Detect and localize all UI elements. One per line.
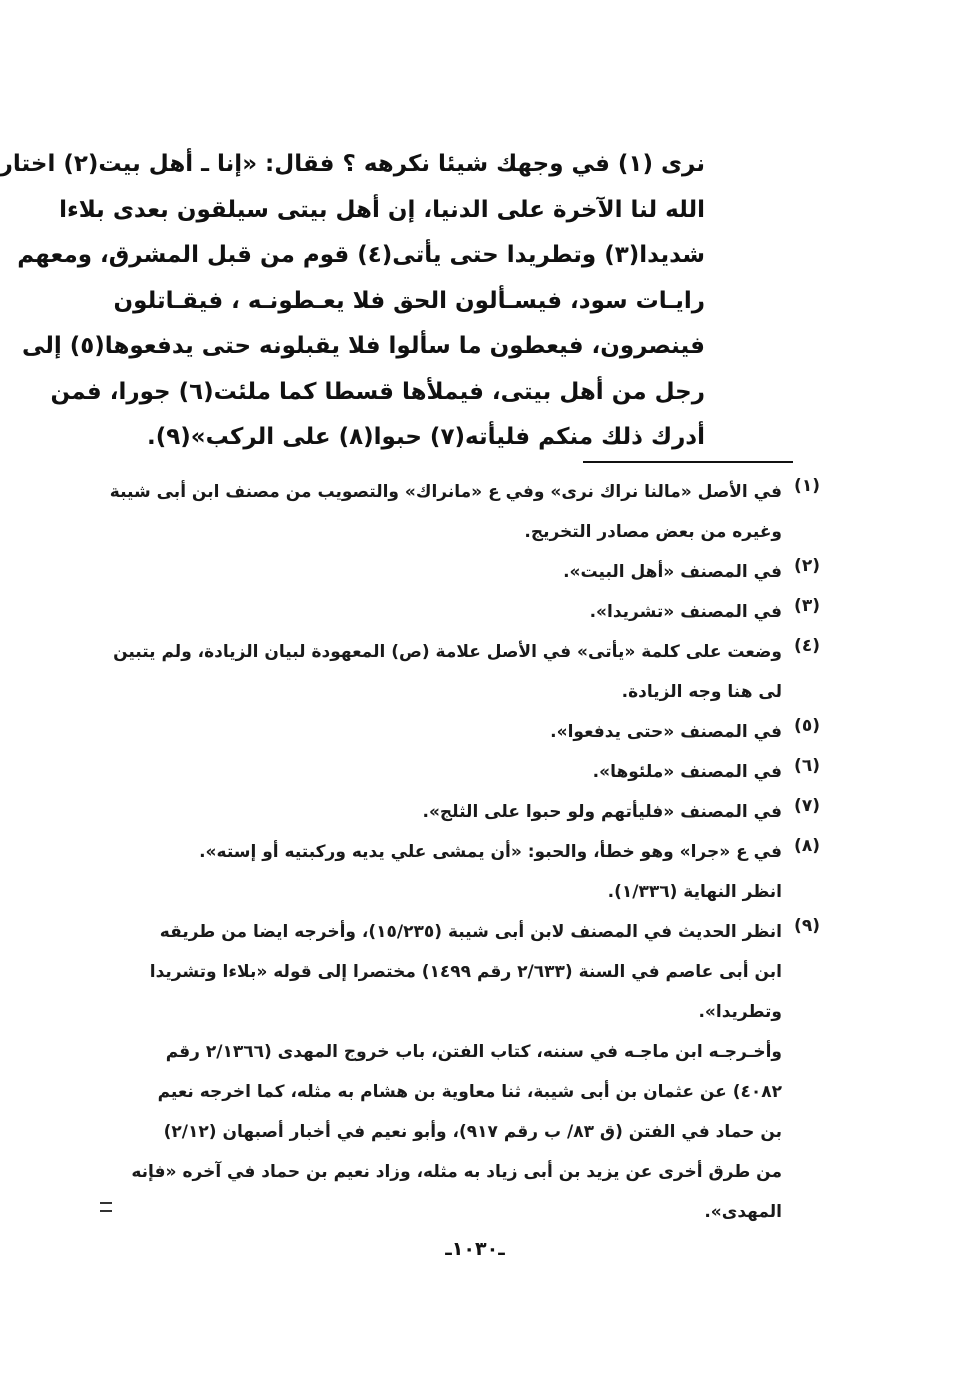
footnote-number: (١) — [794, 476, 820, 496]
footnote-separator — [583, 461, 793, 463]
footnote-2 — [100, 556, 820, 596]
main-text-line: رايـات سود، فيسـألون الحق فلا يعـطونـه ، فيقـاتلون — [113, 287, 705, 314]
footnote-number: (٩) — [794, 916, 820, 936]
footnote-line: المهدى». — [704, 1202, 782, 1222]
footnote-line: وضعت على كلمة «يأتى» في الأصل علامة (ص) المعهودة لبيان الزيادة، ولم يتبين — [113, 642, 782, 662]
footnote-line: في المصنف «تشريدا». — [589, 602, 782, 622]
footnote-8 — [100, 836, 820, 876]
footnote-line: انظر النهاية (١/٣٣٦). — [607, 882, 782, 902]
main-text-line: شديدا(٣) وتطريدا حتى يأتى(٤) قوم من قبل المشرق، ومعهم — [17, 242, 705, 268]
footnote-1 — [100, 476, 820, 556]
footnote-line: وتطريدا». — [698, 1002, 782, 1022]
footnote-line: في المصنف «فليأتهم ولو حبوا على الثلج». — [422, 802, 782, 822]
page-number: ـ١٠٣٠ـ — [445, 1238, 505, 1260]
footnote-9-continuation — [100, 1036, 820, 1236]
footnotes — [100, 476, 820, 1236]
footnote-line: بن حماد في الفتن (ق ٨٣/ ب رقم ٩١٧)، وأبو نعيم في أخبار أصبهان (٢/١٢) — [163, 1122, 782, 1142]
footnote-number: (٢) — [794, 556, 820, 576]
footnote-line: انظر الحديث في المصنف لابن أبى شيبة (١٥/٢٣٥)، وأخرجه ايضا من طريقه — [159, 922, 782, 942]
footnote-number: (٧) — [794, 796, 820, 816]
footnote-number: (٣) — [794, 596, 820, 616]
footnote-5 — [100, 716, 820, 756]
footnote-line: في الأصل «مالنا نراك نرى» وفي ع «مانراك» والتصويب من مصنف ابن أبى شيبة — [109, 482, 782, 502]
main-text-line: أدرك ذلك منكم فليأته(٧) حبوا(٨) على الركب»(٩). — [146, 424, 705, 450]
main-text — [0, 142, 705, 461]
footnote-line: ابن أبى عاصم في السنة (٢/٦٣٣ رقم ١٤٩٩) مختصرا إلى قوله «بلاءا وتشريدا — [149, 962, 782, 982]
footnote-7 — [100, 796, 820, 836]
footnote-line: في المصنف «حتى يدفعوا». — [550, 722, 782, 742]
footnote-number: (٨) — [794, 836, 820, 856]
footnote-9 — [100, 916, 820, 1036]
footnote-line: ٤٠٨٢) عن عثمان بن أبى شيبة، ثنا معاوية بن هشام به مثله، كما اخرجه نعيم — [157, 1082, 782, 1102]
footnote-number: (٦) — [794, 756, 820, 776]
footnote-line: في ع «جرا» وهو خطأ، والحبو: «أن يمشى علي يديه وركبتيه أو إسته». — [199, 842, 782, 862]
main-text-line: رجل من أهل بيتى، فيملأها قسطا كما ملئت(٦) جورا، فمن — [50, 378, 705, 405]
footnote-4 — [100, 636, 820, 716]
footnote-line: من طرق أخرى عن يزيد بن أبى زياد به مثله، وزاد نعيم بن حماد في آخره «فإنه — [131, 1162, 782, 1182]
footnote-line: وأخـرجـه ابن ماجـه في سننه، كتاب الفتن، باب خروج المهدى (٢/١٣٦٦ رقم — [165, 1042, 782, 1062]
footnote-line: في المصنف «أهل البيت». — [563, 562, 782, 582]
footnote-number: (٥) — [794, 716, 820, 736]
footnote-line: وغيره من بعض مصادر التخريج. — [524, 522, 782, 542]
main-text-line: فينصرون، فيعطون ما سألوا فلا يقبلونه حتى يدفعوها(٥) إلى — [21, 333, 705, 359]
footnote-6 — [100, 756, 820, 796]
footnote-number: (٤) — [794, 636, 820, 656]
continuation-mark — [100, 1202, 112, 1212]
main-text-line: نرى (١) في وجهك شيئا نكرهه ؟ فقال: «إنا ـ أهل بيت(٢) اختار — [0, 151, 705, 177]
footnote-8-continuation — [100, 876, 820, 916]
main-text-line: الله لنا الآخرة على الدنيا، إن أهل بيتى سيلقون بعدى بلاءا — [59, 196, 705, 223]
footnote-3 — [100, 596, 820, 636]
footnote-line: في المصنف «ملئوها». — [592, 762, 782, 782]
footnote-line: لى هنا وجه الزيادة. — [621, 682, 782, 702]
